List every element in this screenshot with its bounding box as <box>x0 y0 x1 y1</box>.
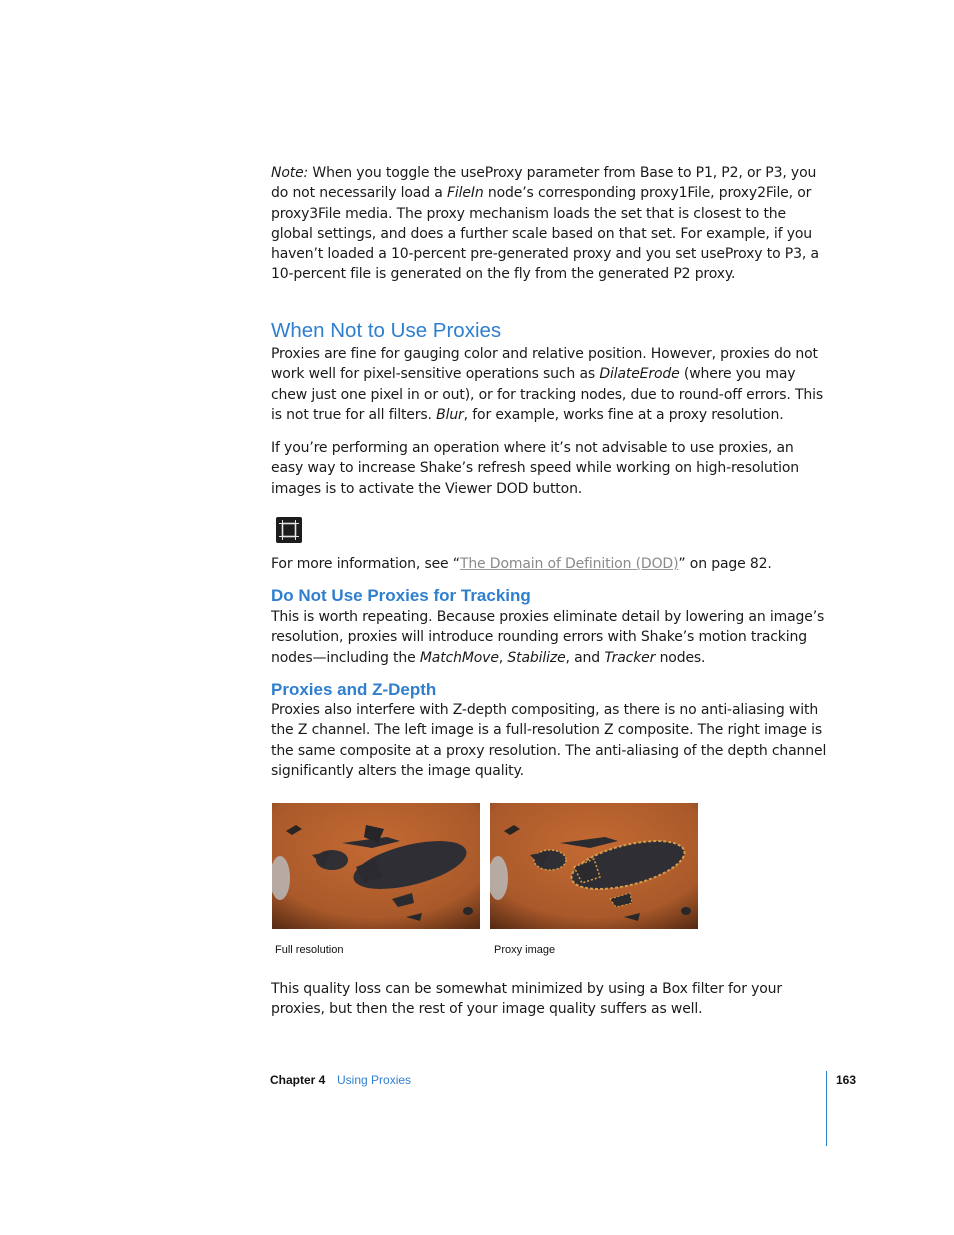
more-info-paragraph: For more information, see “The Domain of Definition (DOD)” on page 82. <box>271 556 772 572</box>
caption-full-resolution: Full resolution <box>275 944 344 956</box>
note-paragraph: Note: When you toggle the useProxy parameter from Base to P1, P2, or P3, you do not necessarily load a FileIn node’s corresponding proxy1File, proxy2File, or proxy3File media. The proxy mechanism loads the set that is closest to the global settings, and does a further scale based on that set. For example, if you haven’t loaded a 10-percent pre-generated proxy and you set useProxy to P3, a 10-percent file is generated on the fly from the generated P2 proxy. <box>271 165 819 283</box>
dod-button <box>276 517 302 543</box>
refresh-speed-paragraph: If you’re performing an operation where it’s not advisable to use proxies, an easy way to increase Shake’s refresh speed while working on high-resolution images is to activate the Viewer DOD button. <box>271 440 799 497</box>
footer-chapter-title: Using Proxies <box>337 1073 412 1087</box>
dod-frame-icon <box>276 517 302 543</box>
full-resolution-image <box>272 803 480 929</box>
proxies-intro-paragraph: Proxies are fine for gauging color and relative position. However, proxies do not work well for pixel-sensitive operations such as DilateErode (where you may chew just one pixel in or out), or for tracking nodes, due to round-off errors. This is not true for all filters. Blur, for example, works fine at a proxy resolution. <box>271 346 824 423</box>
section-heading-when-not-to-use-proxies: When Not to Use Proxies <box>271 319 502 342</box>
footer-chapter-number: Chapter 4 <box>270 1073 326 1087</box>
footer-divider <box>826 1071 827 1146</box>
note-label: Note: <box>271 165 309 181</box>
quality-loss-paragraph: This quality loss can be somewhat minimized by using a Box filter for your proxies, but then the rest of your image quality suffers as well. <box>271 981 783 1018</box>
proxy-image <box>490 803 698 929</box>
z-depth-paragraph: Proxies also interfere with Z-depth compositing, as there is no anti-aliasing with the Z channel. The left image is a full-resolution Z composite. The right image is the same composite at a proxy resolution. The anti-aliasing of the depth channel significantly alters the image quality. <box>271 702 827 779</box>
section-heading-z-depth: Proxies and Z-Depth <box>271 680 437 699</box>
caption-proxy-image: Proxy image <box>494 944 556 956</box>
dod-cross-reference-link[interactable]: The Domain of Definition (DOD) <box>459 556 679 572</box>
page-number: 163 <box>836 1073 857 1087</box>
tracking-paragraph: This is worth repeating. Because proxies eliminate detail by lowering an image’s resolution, proxies will introduce rounding errors with Shake’s motion tracking nodes—including the MatchMove, Stabilize, and Tracker nodes. <box>271 609 825 666</box>
section-heading-tracking: Do Not Use Proxies for Tracking <box>271 586 531 605</box>
